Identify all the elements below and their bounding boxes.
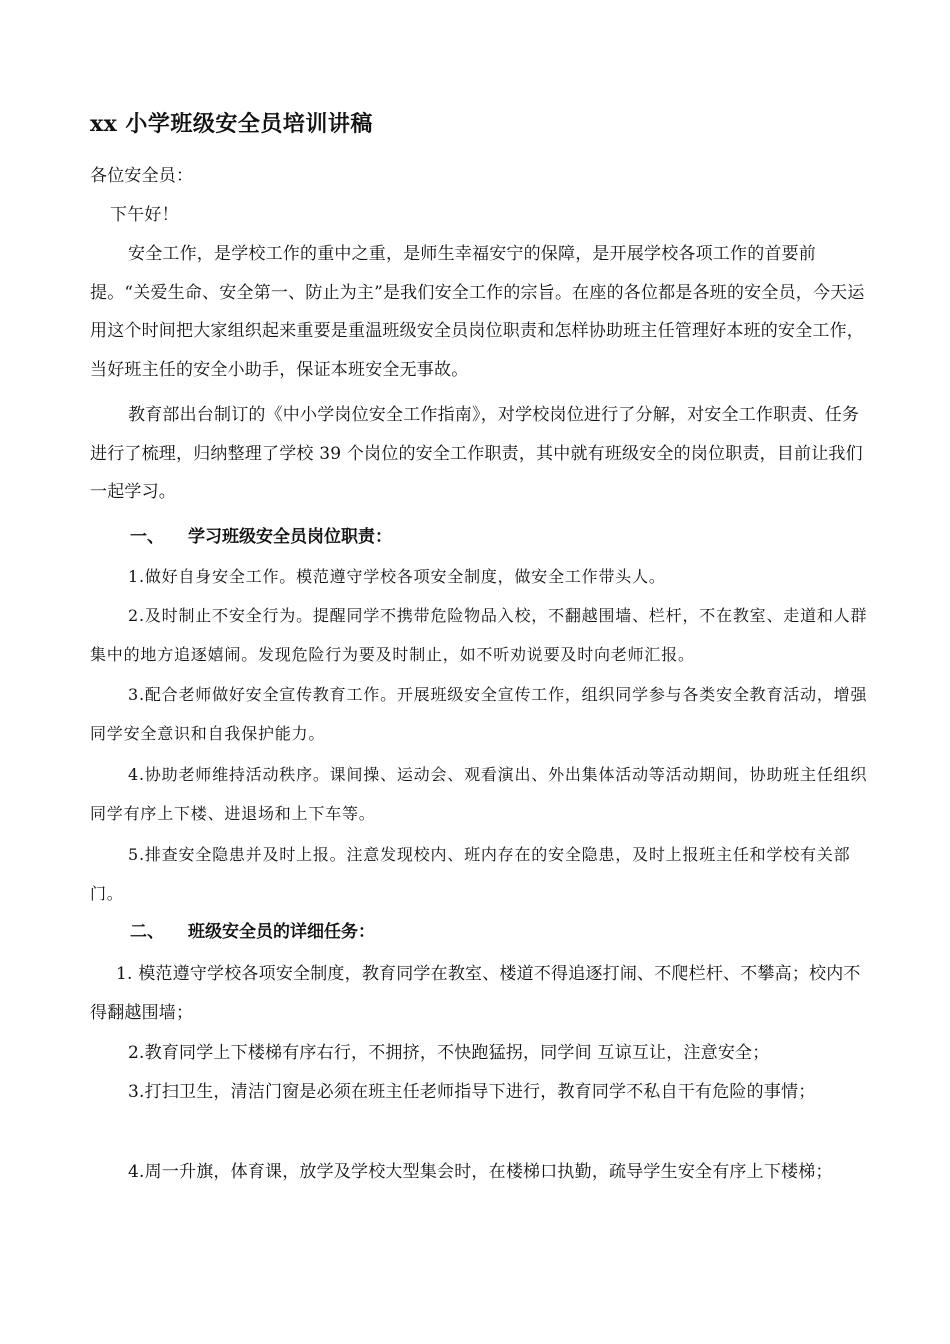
intro-paragraph-1: 安全工作，是学校工作的重中之重，是师生幸福安宁的保障，是开展学校各项工作的首要前提。“关爱生命、安全第一、防止为主”是我们安全工作的宗旨。在座的各位都是各班的安全员，今天运用这个时间把大家组织起来重要是重温班级安全员岗位职责和怎样协助班主任管理好本班的安全工作，当好班主任的安全小助手，保证本班安全无事故。 xyxy=(90,244,865,380)
salutation: 各位安全员： xyxy=(90,166,194,186)
section-2-item: 4.周一升旗，体育课，放学及学校大型集会时，在楼梯口执勤，疏导学生安全有序上下楼梯； xyxy=(128,1162,833,1182)
section-2-title: 班级安全员的详细任务： xyxy=(188,922,375,942)
section-2-item: 2.教育同学上下楼梯有序右行，不拥挤，不快跑猛拐，同学间 互谅互让，注意安全； xyxy=(128,1043,770,1063)
section-1-number: 一、 xyxy=(130,527,164,547)
section-1-item: 4.协助老师维持活动秩序。课间操、运动会、观看演出、外出集体活动等活动期间，协助班主任组织同学有序上下楼、进退场和上下车等。 xyxy=(90,765,868,823)
section-1-item: 2.及时制止不安全行为。提醒同学不携带危险物品入校，不翻越围墙、栏杆，不在教室、走道和人群集中的地方追逐嬉闹。发现危险行为要及时制止，如不听劝说要及时向老师汇报。 xyxy=(90,606,868,664)
intro-paragraph-2: 教育部出台制订的《中小学岗位安全工作指南》，对学校岗位进行了分解，对安全工作职责、任务进行了梳理，归纳整理了学校 39 个岗位的安全工作职责，其中就有班级安全的岗位职责，目前让我们一起学习。 xyxy=(90,405,863,502)
section-1-title: 学习班级安全员岗位职责： xyxy=(188,527,392,547)
section-2-item: 1. 模范遵守学校各项安全制度，教育同学在教室、楼道不得追逐打闹、不爬栏杆、不攀高；校内不得翻越围墙； xyxy=(90,964,861,1023)
greeting: 下午好！ xyxy=(110,205,179,225)
section-2-item: 3.打扫卫生，清洁门窗是必须在班主任老师指导下进行，教育同学不私自干有危险的事情； xyxy=(128,1082,816,1102)
document-title: xx 小学班级安全员培训讲稿 xyxy=(90,111,373,137)
section-1-item: 5.排查安全隐患并及时上报。注意发现校内、班内存在的安全隐患，及时上报班主任和学校有关部门。 xyxy=(90,845,851,903)
section-1-heading xyxy=(130,522,392,547)
section-1-item: 1.做好自身安全工作。模范遵守学校各项安全制度，做安全工作带头人。 xyxy=(128,567,666,586)
section-2-heading xyxy=(130,917,375,942)
section-2-number: 二、 xyxy=(130,922,164,942)
section-1-item: 3.配合老师做好安全宣传教育工作。开展班级安全宣传工作，组织同学参与各类安全教育活动，增强同学安全意识和自我保护能力。 xyxy=(90,685,868,743)
